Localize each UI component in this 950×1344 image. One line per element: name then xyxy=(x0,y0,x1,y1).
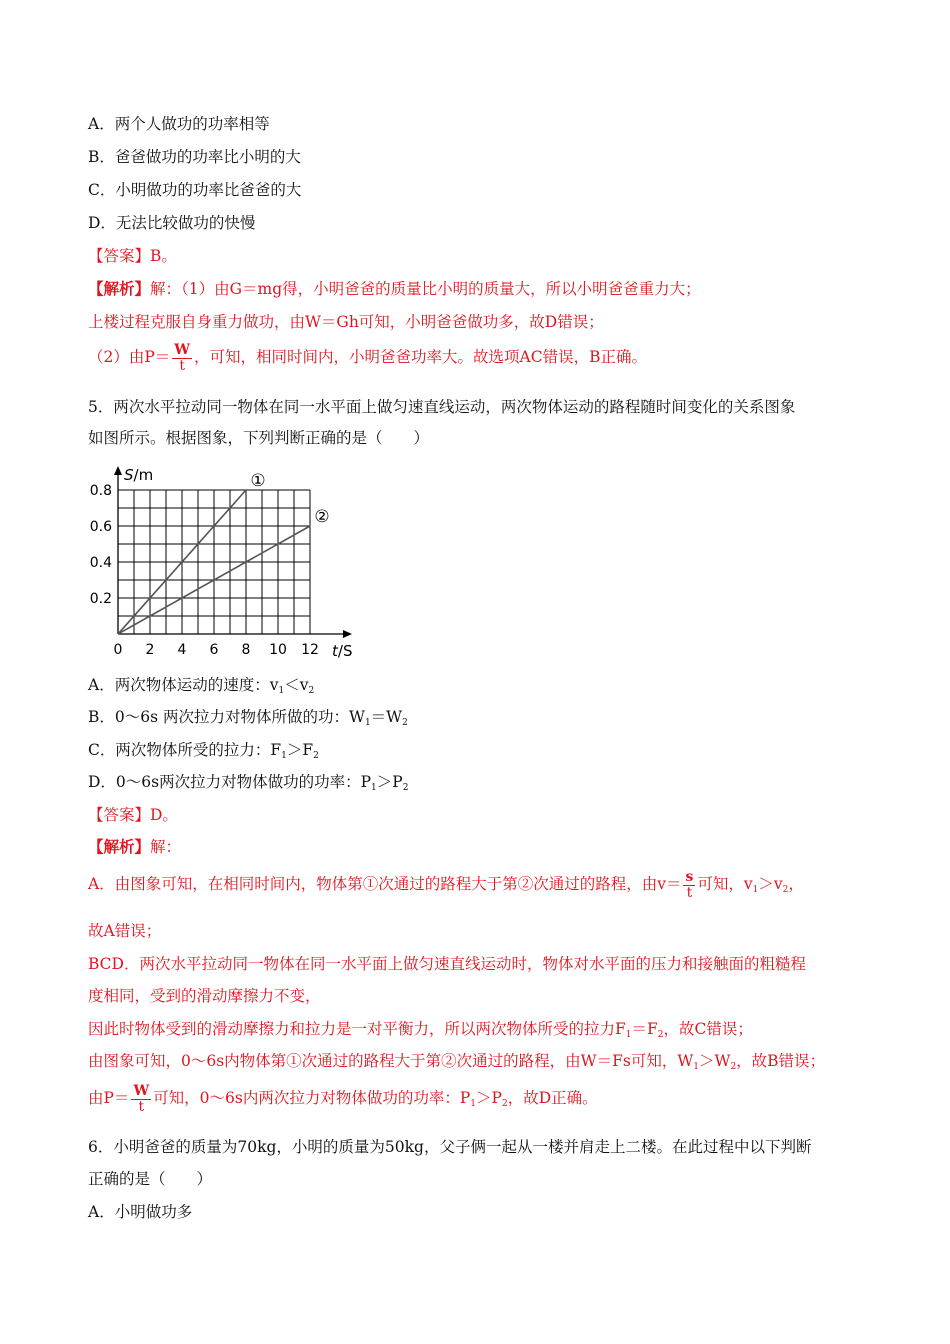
q5-analysis-bcd-5: 由P＝ $\frac{W}{t}$ 可知，0～6s内两次拉力对物体做功的功率：$P_1>P_2$，故D正确。 xyxy=(88,1082,598,1115)
s-t-chart xyxy=(80,458,370,666)
q5-answer: 【答案】D。 xyxy=(88,806,178,824)
series-label-2: ② xyxy=(314,507,330,527)
q5-stem-line-1: 5．两次水平拉动同一物体在同一水平面上做匀速直线运动，两次物体运动的路程随时间变化的关系图象 xyxy=(88,398,796,416)
q5-option-d: D．0～6s两次拉力对物体做功的功率：$P_1>P_2$ xyxy=(88,773,409,793)
q4-answer: 【答案】B。 xyxy=(88,247,177,265)
x-tick-label: 8 xyxy=(241,642,251,658)
x-tick-label: 12 xyxy=(301,642,319,658)
y-tick-label: 0.2 xyxy=(89,591,112,607)
q4-analysis-line-3 xyxy=(88,342,647,374)
y-tick-label: 0.8 xyxy=(89,483,112,499)
q6-stem-line-1: 6．小明爸爸的质量为70kg，小明的质量为50kg，父子俩一起从一楼并肩走上二楼。在此过程中以下判断 xyxy=(88,1138,812,1156)
power-fraction: $\frac{W}{t}$ xyxy=(174,341,191,374)
q5-analysis-bcd-1: BCD．两次水平拉动同一物体在同一水平面上做匀速直线运动时，物体对水平面的压力和接触面的粗糙程 xyxy=(88,955,806,973)
q4-option-d: D．无法比较做功的快慢 xyxy=(88,214,256,232)
x-tick-label: 0 xyxy=(113,642,123,658)
x-tick-label: 6 xyxy=(209,642,219,658)
q4-analysis-line-2: 上楼过程克服自身重力做功，由W＝Gh可知，小明爸爸做功多，故D错误； xyxy=(88,313,604,331)
q4-option-a: A．两个人做功的功率相等 xyxy=(88,115,270,133)
x-axis-label: t/S xyxy=(332,642,353,660)
q5-option-a: A．两次物体运动的速度：$v_1<v_2$ xyxy=(88,676,315,696)
x-tick-label: 4 xyxy=(177,642,187,658)
q5-stem-line-2: 如图所示。根据图象，下列判断正确的是（ ） xyxy=(88,429,430,447)
x-tick-label: 2 xyxy=(145,642,155,658)
y-tick-label: 0.6 xyxy=(89,519,112,535)
q6-stem-line-2: 正确的是（ ） xyxy=(88,1170,213,1188)
q5-analysis-a-line-1: A．由图象可知，在相同时间内，物体第①次通过的路程大于第②次通过的路程，由v＝ $\frac{s}{t}$ 可知，$v_1>v_2$， xyxy=(88,868,804,901)
q4-option-c: C．小明做功的功率比爸爸的大 xyxy=(88,181,302,199)
analysis-tag: 【解析】 xyxy=(88,279,151,298)
q4-analysis-line-1 xyxy=(88,278,701,300)
y-axis-label: S/m xyxy=(124,466,154,484)
q6-option-a: A．小明做功多 xyxy=(88,1203,193,1221)
power-fraction: $\frac{W}{t}$ xyxy=(133,1082,150,1115)
q5-analysis-bcd-2: 度相同，受到的滑动摩擦力不变， xyxy=(88,987,321,1005)
y-tick-label: 0.4 xyxy=(89,555,112,571)
x-tick-label: 10 xyxy=(269,642,287,658)
q5-analysis-bcd-4: 由图象可知，0～6s内物体第①次通过的路程大于第②次通过的路程，由W＝Fs可知，$W_1>W_2$，故B错误； xyxy=(88,1052,826,1072)
q5-analysis-head: 【解析】解： xyxy=(88,837,182,856)
y-axis-arrow xyxy=(114,466,122,475)
analysis-text: 解：（1）由G＝mg得，小明爸爸的质量比小明的质量大，所以小明爸爸重力大； xyxy=(150,280,701,298)
analysis-text: ，可知，相同时间内，小明爸爸功率大。故选项AC错误，B正确。 xyxy=(194,348,647,366)
speed-fraction: $\frac{s}{t}$ xyxy=(685,868,694,901)
analysis-text: （2）由P＝ xyxy=(88,348,171,366)
q5-analysis-bcd-3: 因此时物体受到的滑动摩擦力和拉力是一对平衡力，所以两次物体所受的拉力$F_1=F_2$，故C错误； xyxy=(88,1020,753,1040)
q5-option-b: B．0～6s 两次拉力对物体所做的功：$W_1=W_2$ xyxy=(88,708,408,728)
x-axis-arrow xyxy=(343,630,352,638)
q4-option-b: B．爸爸做功的功率比小明的大 xyxy=(88,148,301,166)
q5-analysis-a-line-2: 故A错误； xyxy=(88,922,162,940)
series-label-1: ① xyxy=(250,471,266,491)
q5-option-c: C．两次物体所受的拉力：$F_1>F_2$ xyxy=(88,741,319,761)
